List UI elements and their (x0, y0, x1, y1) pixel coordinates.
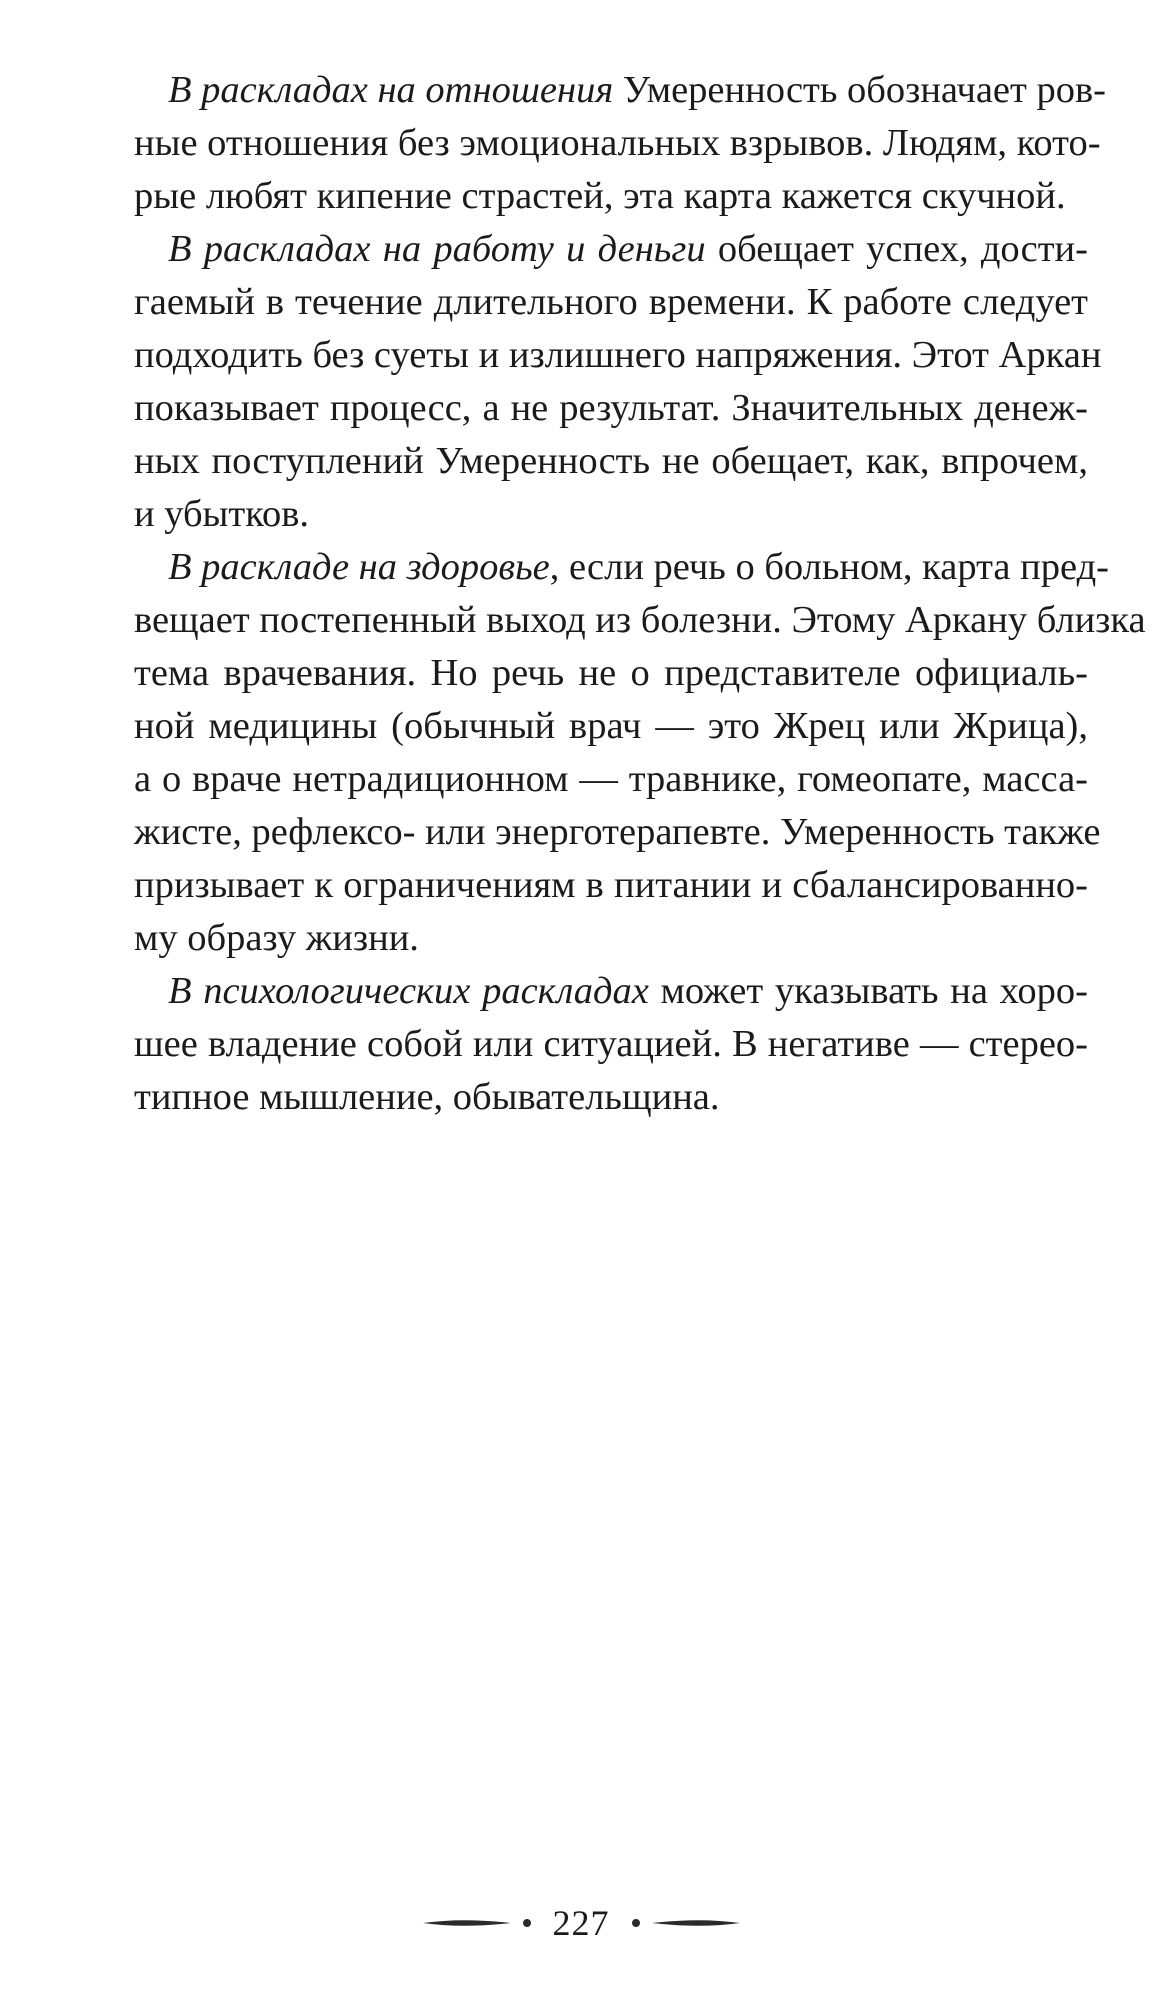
text-line: призывает к ограничениям в питании и сбалансированно- (134, 864, 1088, 906)
paragraph-psychology (100, 965, 1088, 1124)
text-line: му образу жизни. (134, 917, 419, 959)
line-text: обещает успех, дости- (705, 228, 1088, 270)
paragraph-lead: В раскладах на отношения (168, 69, 614, 111)
text-line (100, 223, 1088, 276)
paragraph-work-money (100, 223, 1102, 541)
text-line (100, 965, 1088, 1018)
text-line: а о враче нетрадиционном — травнике, гомеопате, масса- (134, 758, 1088, 800)
text-line: ных поступлений Умеренность не обещает, как, впрочем, (134, 440, 1088, 482)
text-line: гаемый в течение длительного времени. К работе следует (134, 281, 1088, 323)
text-line: тема врачевания. Но речь не о представителе официаль- (134, 652, 1088, 694)
text-line: ные отношения без эмоциональных взрывов. Людям, кото- (134, 122, 1101, 164)
page-number: 227 (552, 1903, 610, 1943)
paragraph-relationships (100, 64, 1106, 223)
line-text: Умеренность обозначает ров- (613, 69, 1106, 111)
text-line (100, 541, 1109, 594)
paragraph-health (100, 541, 1146, 965)
text-line: показывает процесс, а не результат. Значительных денеж- (134, 387, 1088, 429)
text-line: шее владение собой или ситуацией. В негативе — стерео- (134, 1023, 1088, 1065)
page-footer (0, 1893, 1162, 1953)
paragraph-lead: В раскладах на работу и деньги (168, 228, 706, 270)
paragraph-lead: В раскладе на здоровье (168, 546, 550, 588)
page-body (100, 64, 1146, 1124)
text-line: жисте, рефлексо- или энерготерапевте. Умеренность также (134, 811, 1101, 853)
text-line: и убытков. (134, 493, 310, 535)
text-line: типное мышление, обывательщина. (134, 1076, 720, 1118)
paragraph-lead: В психологических раскладах (168, 970, 649, 1012)
text-line: ной медицины (обычный врач — это Жрец или Жрица), (134, 705, 1088, 747)
text-line: подходить без суеты и излишнего напряжения. Этот Аркан (134, 334, 1102, 376)
text-line (100, 64, 1106, 117)
ornament-left-icon (419, 1911, 539, 1935)
line-text: , если речь о больном, карта пред- (549, 546, 1109, 588)
ornament-right-icon (624, 1911, 744, 1935)
text-line: вещает постепенный выход из болезни. Этому Аркану близка (134, 599, 1146, 641)
line-text: может указывать на хоро- (648, 970, 1088, 1012)
text-line: рые любят кипение страстей, эта карта кажется скучной. (134, 175, 1066, 217)
